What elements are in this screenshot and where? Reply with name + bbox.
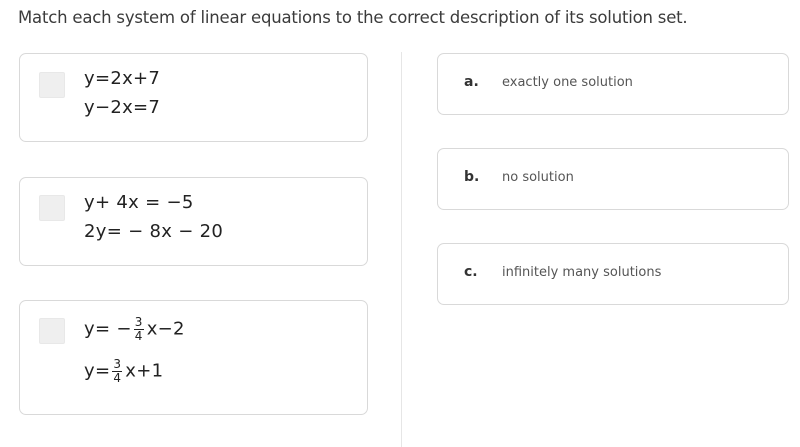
fraction: [134, 316, 144, 343]
system-2-equation-2: 2y= − 8x − 20: [84, 221, 224, 242]
option-text: no solution: [502, 170, 574, 185]
fraction-denominator: 4: [134, 329, 143, 343]
match-slot-1[interactable]: [39, 72, 65, 98]
option-letter: c.: [464, 264, 478, 280]
eq3-1-right: x−2: [146, 318, 185, 340]
fraction-denominator: 4: [113, 371, 122, 385]
fraction-numerator: 3: [113, 357, 122, 371]
match-slot-3[interactable]: [39, 318, 65, 344]
eq3-1-left: y= −: [84, 318, 132, 340]
question-prompt: Match each system of linear equations to the correct description of its solution set.: [18, 8, 688, 27]
answer-option-a[interactable]: [437, 53, 789, 115]
fraction: [112, 358, 122, 385]
answer-option-b[interactable]: [437, 148, 789, 210]
system-1-equation-1: y=2x+7: [84, 68, 161, 89]
answer-option-c[interactable]: [437, 243, 789, 305]
option-text: infinitely many solutions: [502, 265, 662, 280]
option-letter: a.: [464, 74, 479, 90]
system-card-2[interactable]: [19, 177, 368, 266]
system-3-equation-2: [84, 358, 163, 385]
fraction-numerator: 3: [134, 315, 143, 329]
eq3-2-left: y=: [84, 360, 111, 382]
system-3-equation-1: [84, 316, 185, 343]
eq3-2-right: x+1: [125, 360, 164, 382]
system-1-equation-2: y−2x=7: [84, 97, 161, 118]
system-card-1[interactable]: [19, 53, 368, 142]
system-2-equation-1: y+ 4x = −5: [84, 192, 194, 213]
column-divider: [401, 52, 402, 447]
match-slot-2[interactable]: [39, 195, 65, 221]
option-text: exactly one solution: [502, 75, 633, 90]
system-card-3[interactable]: [19, 300, 368, 415]
option-letter: b.: [464, 169, 480, 185]
